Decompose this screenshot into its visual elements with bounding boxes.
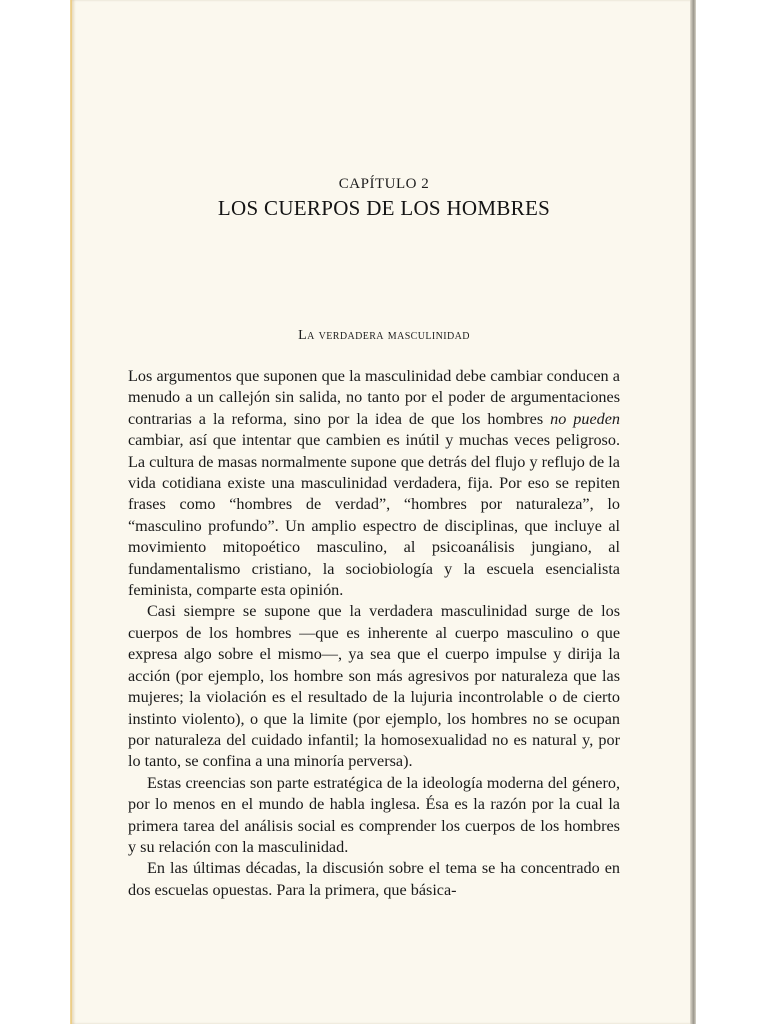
body-text (128, 366, 620, 901)
section-heading: La verdadera masculinidad (298, 328, 470, 343)
chapter-label: CAPÍTULO 2 (338, 176, 430, 192)
paragraph-2: Casi siempre se supone que la verdadera masculinidad surge de los cuerpos de los hombres —que es inherente al cuerpo masculino o que expresa algo sobre el mismo—, ya sea que el cuerpo impulse y dirija la acción (por ejemplo, los hombre son más agresivos por naturaleza que las mujeres; la violación es el resultado de la lujuria incontrolable o de cierto instinto violento), o que la limite (por ejemplo, los hombres no se ocupan por naturaleza del cuidado infantil; la homosexualidad no es natural y, por lo tanto, se confina a una minoría perversa). (128, 602, 620, 771)
paragraph-1 (128, 366, 620, 601)
emphasis-text: no pueden (550, 409, 620, 428)
chapter-title: LOS CUERPOS DE LOS HOMBRES (217, 196, 551, 220)
paragraph-3: Estas creencias son parte estratégica de la ideología moderna del género, por lo menos en el mundo de habla inglesa. Ésa es la razón por la cual la primera tarea del análisis social es comprender los cuerpos de los hombres y su relación con la masculinidad. (128, 773, 620, 856)
paragraph-4: En las últimas décadas, la discusión sobre el tema se ha concentrado en dos escuelas opuestas. Para la primera, que básica- (128, 859, 620, 899)
paragraph-1-start: Los argumentos que suponen que la masculinidad debe cambiar conducen a menudo a un callejón sin salida, no tanto por el poder de argumentaciones contrarias a la reforma, sino por la idea de que los hombres (128, 367, 620, 428)
paragraph-1-end: cambiar, así que intentar que cambien es inútil y muchas veces peligroso. La cultura de masas normalmente supone que detrás del flujo y reflujo de la vida cotidiana existe una masculinidad verdadera, fija. Por eso se repiten frases como “hombres de verdad”, “hombres por naturaleza”, lo “masculino profundo”. Un amplio espectro de disciplinas, que incluye al movimiento mitopoético masculino, al psicoanálisis jungiano, al fundamentalismo cristiano, la sociobiología y la escuela esencialista feminista, comparte esta opinión. (128, 431, 620, 600)
page-right-edge (690, 0, 696, 1024)
